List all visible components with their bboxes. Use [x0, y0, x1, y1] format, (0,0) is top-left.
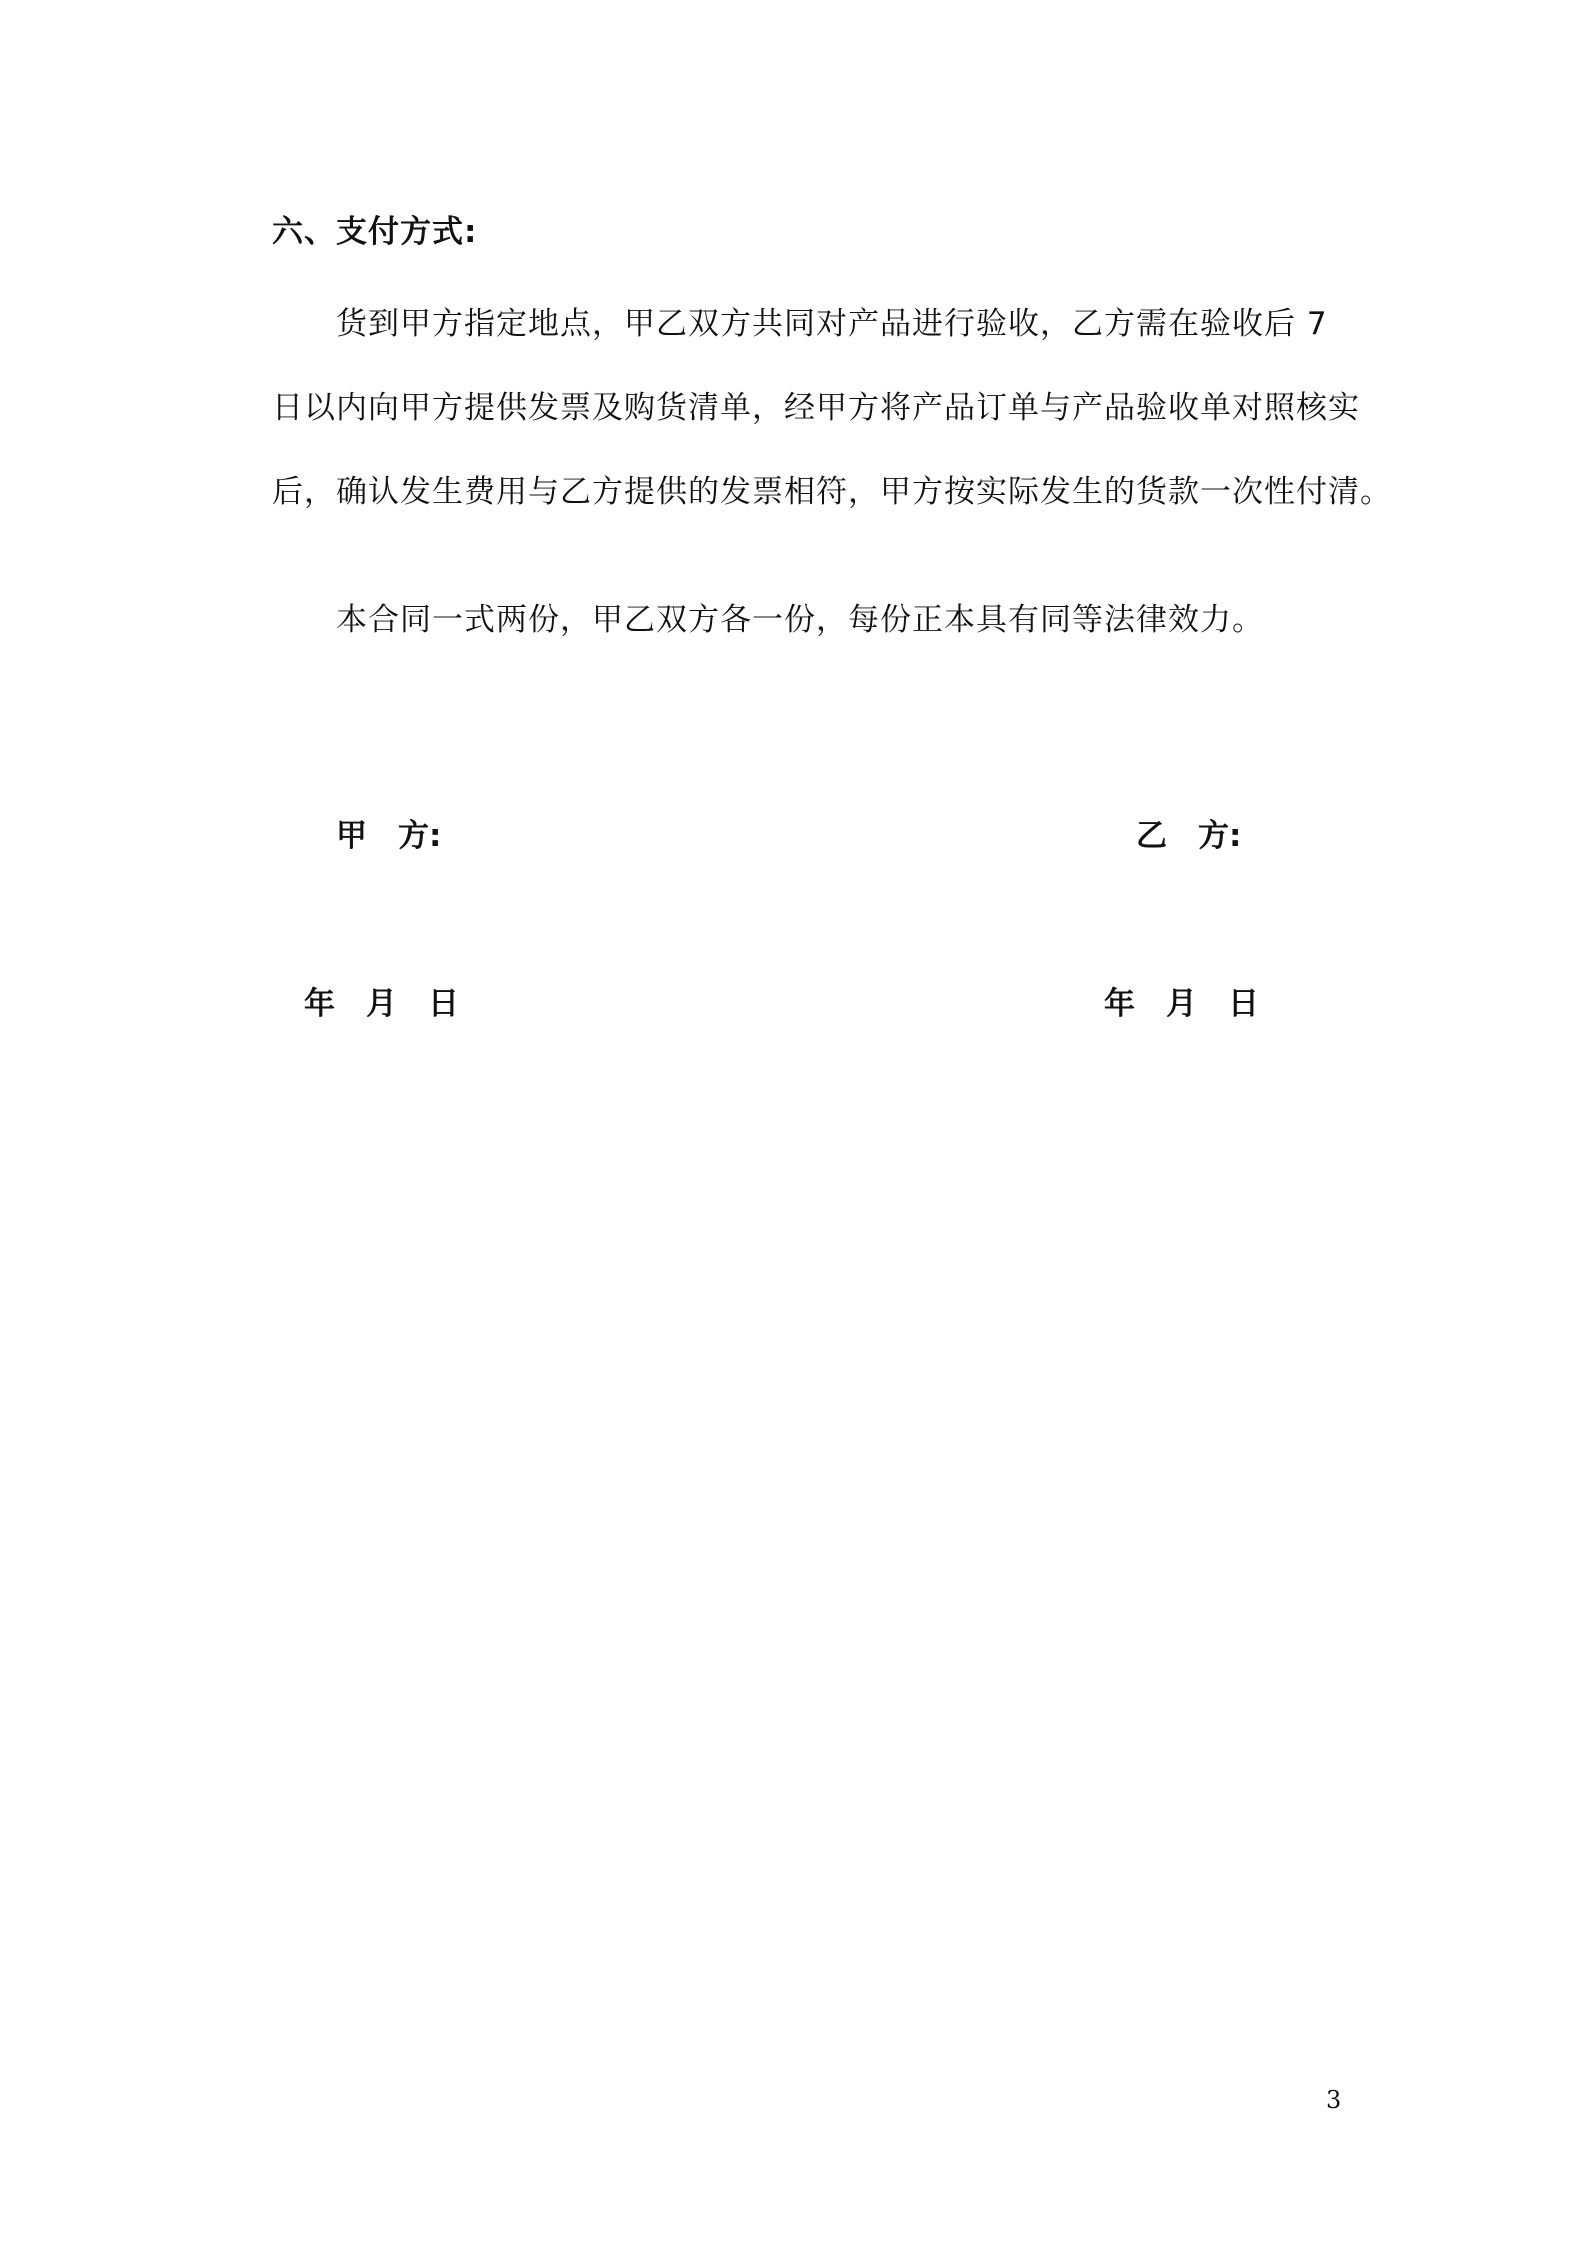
- party-a-signature-label: 甲 方:: [336, 818, 442, 854]
- party-b-signature-label: 乙 方:: [1136, 818, 1242, 854]
- section-heading: 六、支付方式:: [272, 214, 478, 250]
- party-a-date: 年 月 日: [304, 986, 459, 1022]
- party-b-date: 年 月 日: [1104, 986, 1259, 1022]
- page-number: 3: [1326, 2086, 1342, 2114]
- paragraph-line: 货到甲方指定地点，甲乙双方共同对产品进行验收，乙方需在验收后 7: [336, 306, 1328, 342]
- paragraph-line: 后，确认发生费用与乙方提供的发票相符，甲方按实际发生的货款一次性付清。: [272, 474, 1392, 510]
- copies-note: 本合同一式两份，甲乙双方各一份，每份正本具有同等法律效力。: [336, 602, 1264, 638]
- payment-terms-paragraph: [272, 282, 1392, 534]
- paragraph-line: 日以内向甲方提供发票及购货清单，经甲方将产品订单与产品验收单对照核实: [272, 390, 1360, 426]
